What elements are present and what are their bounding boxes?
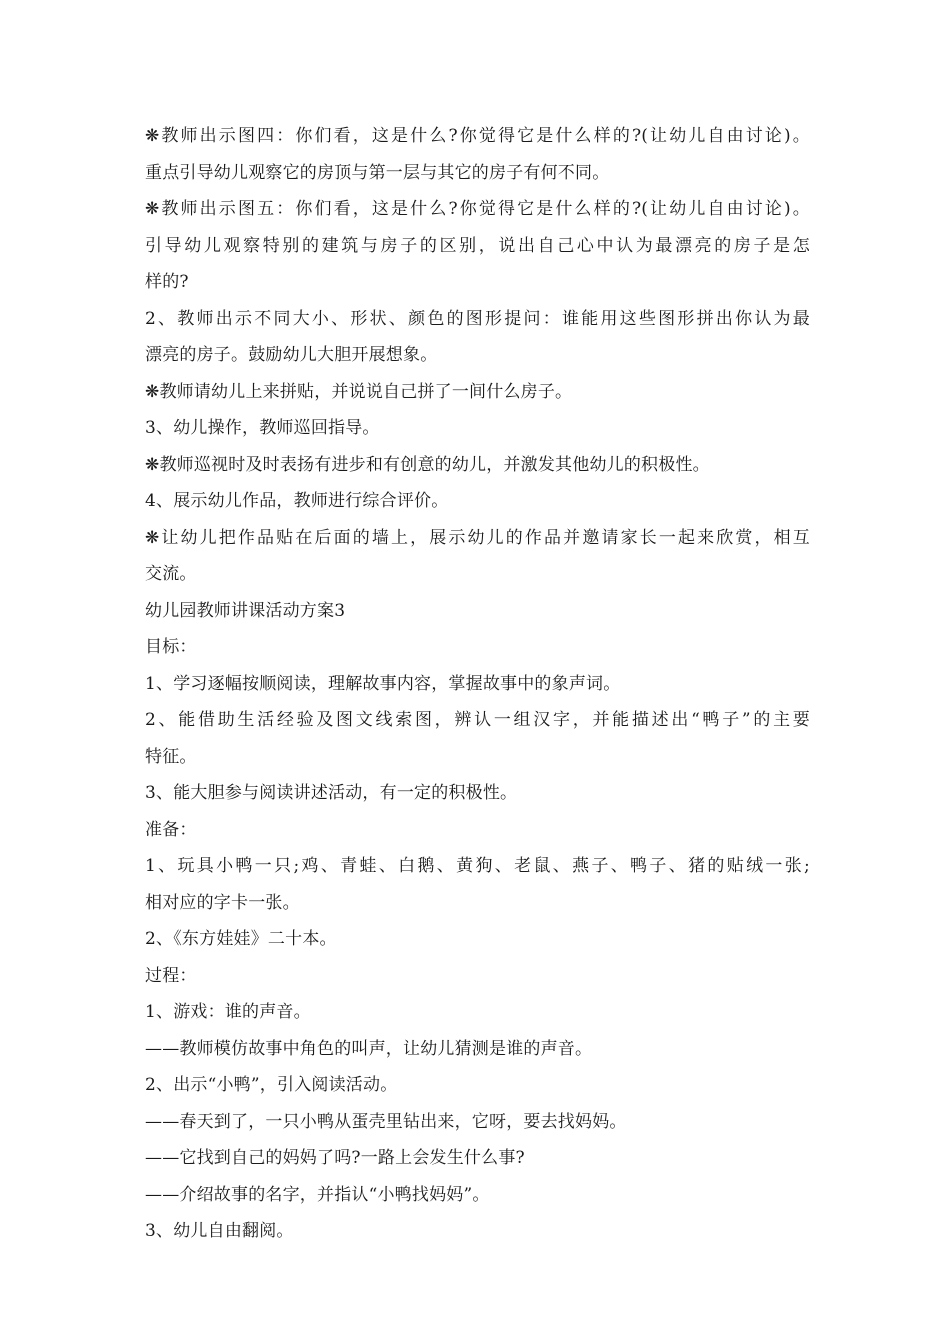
text-line: 2、能借助生活经验及图文线索图，辨认一组汉字，并能描述出“鸭子”的主要 <box>145 710 810 730</box>
text-line: 3、幼儿自由翻阅。 <box>145 1221 294 1241</box>
text-line: 引导幼儿观察特别的建筑与房子的区别，说出自己心中认为最漂亮的房子是怎 <box>145 235 810 256</box>
text-line: 准备： <box>145 819 197 840</box>
text-line: ❋教师出示图四：你们看，这是什么?你觉得它是什么样的?(让幼儿自由讨论)。 <box>145 126 810 146</box>
text-line: 1、学习逐幅按顺阅读，理解故事内容，掌握故事中的象声词。 <box>145 673 621 694</box>
text-line: ❋让幼儿把作品贴在后面的墙上，展示幼儿的作品并邀请家长一起来欣赏，相互 <box>145 527 810 548</box>
text-line: 过程： <box>145 965 197 986</box>
text-line: 特征。 <box>145 746 197 767</box>
text-line: 3、幼儿操作，教师巡回指导。 <box>145 418 380 438</box>
text-line: 1、游戏：谁的声音。 <box>145 1002 311 1022</box>
text-line: ❋教师出示图五：你们看，这是什么?你觉得它是什么样的?(让幼儿自由讨论)。 <box>145 199 810 219</box>
text-line: ——教师模仿故事中角色的叫声，让幼儿猜测是谁的声音。 <box>145 1038 593 1059</box>
text-line: ——春天到了，一只小鸭从蛋壳里钻出来，它呀，要去找妈妈。 <box>145 1111 627 1132</box>
text-line: 3、能大胆参与阅读讲述活动，有一定的积极性。 <box>145 783 518 803</box>
text-line: 幼儿园教师讲课活动方案3 <box>145 600 346 621</box>
text-line: ——介绍故事的名字，并指认“小鸭找妈妈”。 <box>145 1184 490 1205</box>
text-line: ——它找到自己的妈妈了吗?一路上会发生什么事? <box>145 1148 525 1168</box>
text-line: 漂亮的房子。鼓励幼儿大胆开展想象。 <box>145 345 438 365</box>
text-line: ❋教师请幼儿上来拼贴，并说说自己拼了一间什么房子。 <box>145 381 573 402</box>
document-page <box>145 118 810 1250</box>
text-line: 2、《东方娃娃》二十本。 <box>145 929 337 949</box>
text-line: 2、出示“小鸭”，引入阅读活动。 <box>145 1075 398 1095</box>
text-line: 1、玩具小鸭一只;鸡、青蛙、白鹅、黄狗、老鼠、燕子、鸭子、猪的贴绒一张; <box>145 856 810 876</box>
text-line: 目标： <box>145 637 197 657</box>
text-line: 相对应的字卡一张。 <box>145 892 300 913</box>
text-line: 交流。 <box>145 564 197 584</box>
text-line: 4、展示幼儿作品，教师进行综合评价。 <box>145 491 449 511</box>
text-line: 重点引导幼儿观察它的房顶与第一层与其它的房子有何不同。 <box>145 162 610 183</box>
text-line: ❋教师巡视时及时表扬有进步和有创意的幼儿，并激发其他幼儿的积极性。 <box>145 454 710 475</box>
text-line: 样的? <box>145 272 189 292</box>
text-line: 2、教师出示不同大小、形状、颜色的图形提问：谁能用这些图形拼出你认为最 <box>145 308 810 329</box>
